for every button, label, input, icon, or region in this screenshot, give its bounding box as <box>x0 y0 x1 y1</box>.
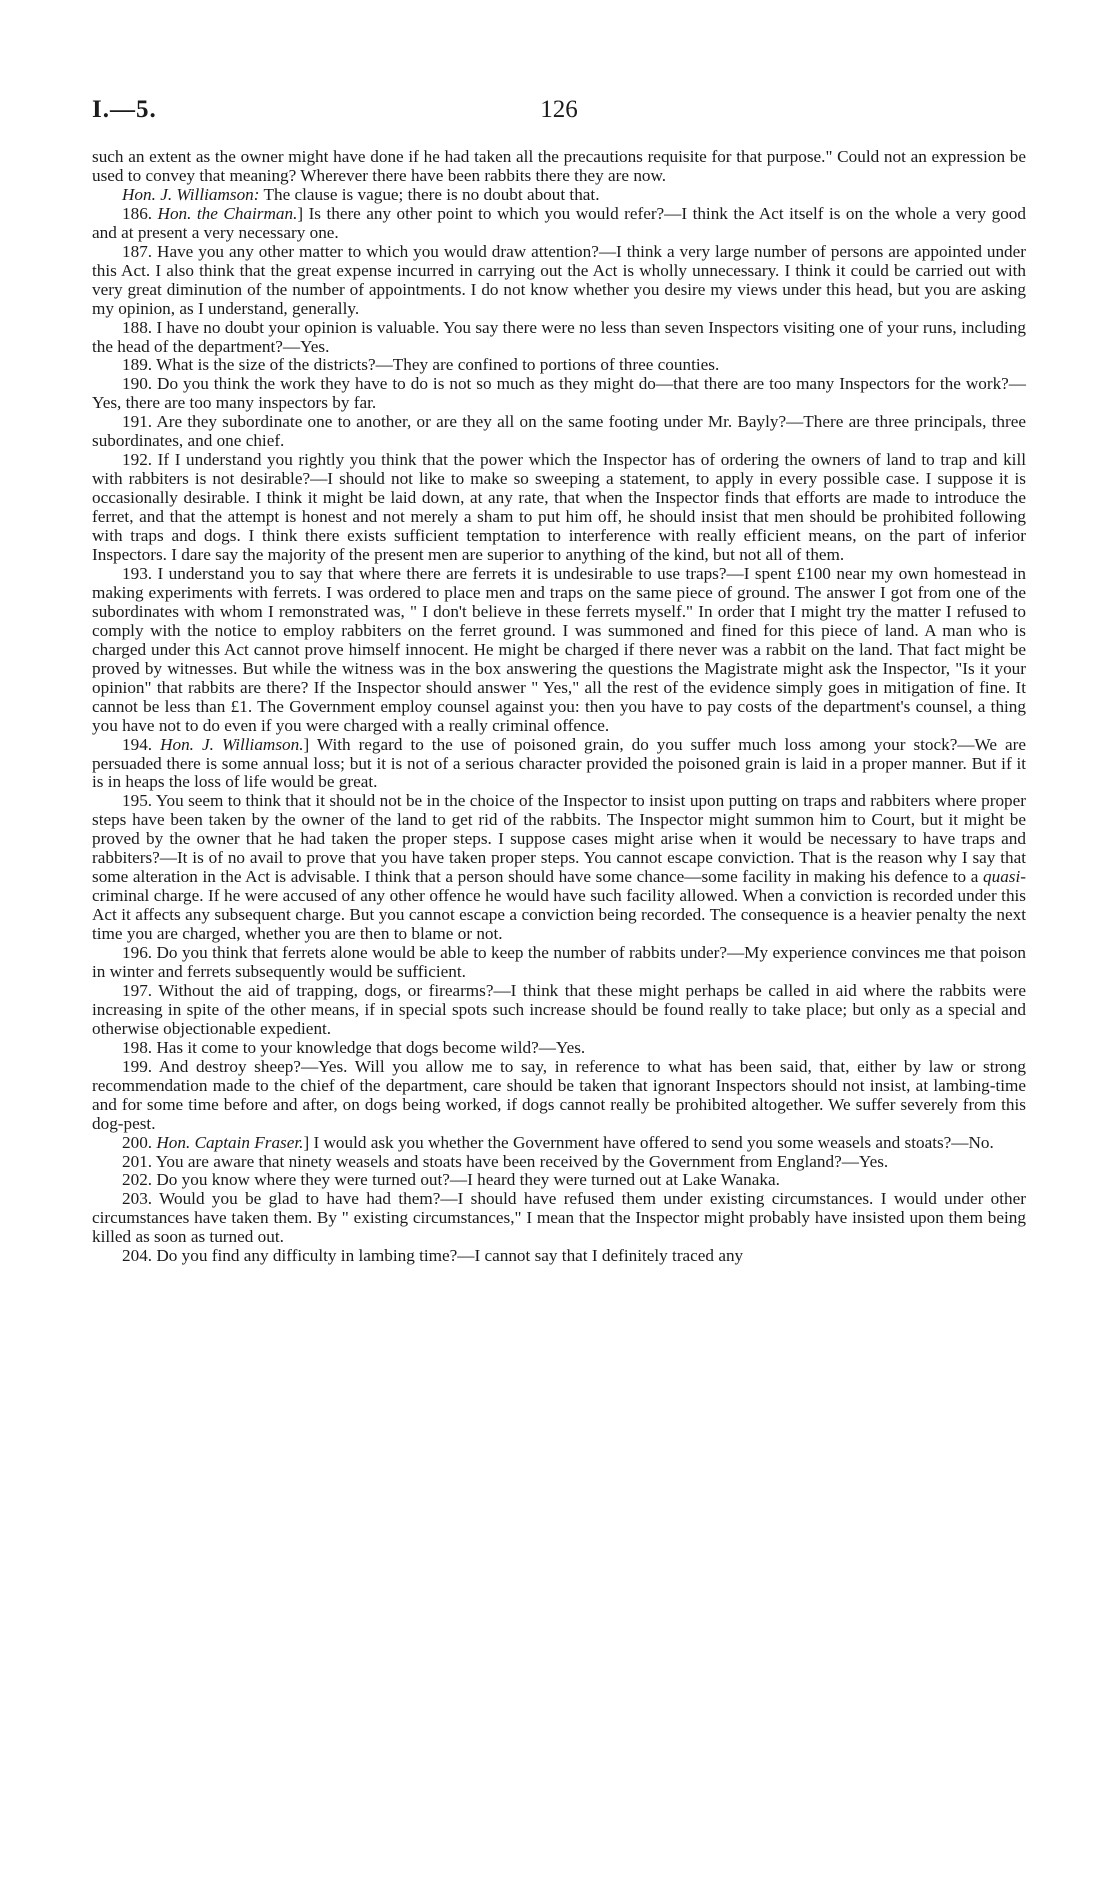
paragraph <box>92 944 1026 982</box>
text-run: 191. Are they subordinate one to another, or are they all on the same footing under Mr. Bayly?—There are three principals, three subordinates, and one chief. <box>92 412 1026 451</box>
paragraph <box>92 736 1026 793</box>
page-header <box>92 96 1026 140</box>
text-run: 187. Have you any other matter to which you would draw attention?—I think a very large number of persons are appointed under this Act. I also think that the great expense incurred in carrying out the Act is wholly unnecessary. I think it could be carried out with very great diminution of the number of appointments. I do not know whether you desire my views under this head, but you are asking my opinion, as I understand, generally. <box>92 241 1026 318</box>
document-reference: I.—5. <box>92 96 157 123</box>
paragraph <box>92 186 1026 205</box>
text-run: 189. What is the size of the districts?—They are confined to portions of three counties. <box>122 355 720 375</box>
italic-text: quasi <box>983 867 1021 887</box>
text-run: 203. Would you be glad to have had them?—I should have refused them under existing circumstances. I would under other circumstances have taken them. By " existing circumstances," I mean that the Inspector might probably have insisted upon them being killed as soon as turned out. <box>92 1189 1026 1247</box>
paragraph <box>92 1039 1026 1058</box>
paragraph <box>92 1247 1026 1266</box>
paragraph <box>92 451 1026 565</box>
text-run: 202. Do you know where they were turned out?—I heard they were turned out at Lake Wanaka. <box>122 1170 780 1190</box>
text-run: The clause is vague; there is no doubt about that. <box>259 184 600 204</box>
paragraph <box>92 565 1026 736</box>
paragraph <box>92 1058 1026 1134</box>
text-run: ] With regard to the use of poisoned grain, do you suffer much loss among your stock?—We are persuaded there is some annual loss; but it is not of a serious character provided the poisoned grain is laid in a proper manner. But if it is in heaps the loss of life would be great. <box>92 734 1026 792</box>
paragraph <box>92 1171 1026 1190</box>
text-run: 196. Do you think that ferrets alone would be able to keep the number of rabbits under?—My experience convinces me that poison in winter and ferrets subsequently would be sufficient. <box>92 943 1026 981</box>
italic-text: Hon. Captain Fraser. <box>156 1132 304 1152</box>
paragraph <box>92 319 1026 357</box>
page-number: 126 <box>540 96 578 123</box>
text-run: 199. And destroy sheep?—Yes. Will you allow me to say, in reference to what has been said, that, either by law or strong recommendation made to the chief of the department, care should be taken that ignorant Inspectors should not insist, at lambing-time and for some time before and after, on dogs being worked, if dogs cannot really be prohibited altogether. We suffer severely from this dog-pest. <box>92 1056 1026 1133</box>
paragraph <box>92 413 1026 451</box>
text-run: ] I would ask you whether the Government have offered to send you some weasels and stoats?—No. <box>303 1132 994 1152</box>
text-run: 190. Do you think the work they have to do is not so much as they might do—that there are too many Inspectors for the work?—Yes, there are too many inspectors by far. <box>92 374 1026 413</box>
text-run: 186. <box>122 203 158 223</box>
paragraph <box>92 205 1026 243</box>
paragraph <box>92 148 1026 186</box>
text-run: -criminal charge. If he were accused of any other offence he would have such facility allowed. When a conviction is recorded under this Act it affects any subsequent charge. But you cannot escape a conviction being recorded. The consequence is a heavier penalty the next time you are charged, whether you are then to blame or not. <box>92 867 1026 944</box>
text-run: 188. I have no doubt your opinion is valuable. You say there were no less than seven Inspectors visiting one of your runs, including the head of the department?—Yes. <box>92 317 1026 356</box>
paragraph <box>92 243 1026 319</box>
italic-text: Hon. J. Williamson: <box>122 184 260 204</box>
body-text <box>92 148 1026 1266</box>
text-run: 204. Do you find any difficulty in lambing time?—I cannot say that I definitely traced any <box>122 1246 744 1266</box>
text-run: 194. <box>122 734 161 754</box>
paragraph <box>92 792 1026 944</box>
text-run: ] Is there any other point to which you would refer?—I think the Act itself is on the whole a very good and at present a very necessary one. <box>92 203 1026 242</box>
paragraph <box>92 1134 1026 1153</box>
paragraph <box>92 1190 1026 1247</box>
text-run: 195. You seem to think that it should not be in the choice of the Inspector to insist upon putting on traps and rabbiters where proper steps have been taken by the owner of the land to get rid of the rabbits. The Inspector might summon him to Court, but it might be proved by the owner that he had taken the proper steps. I suppose cases might arise when it would be necessary to have traps and rabbiters?—It is of no avail to prove that you have taken proper steps. You cannot escape conviction. That is the reason why I say that some alteration in the Act is advisable. I think that a person should have some chance—some facility in making his defence to a <box>92 791 1026 887</box>
text-run: 193. I understand you to say that where there are ferrets it is undesirable to use traps?—I spent £100 near my own homestead in making experiments with ferrets. I was ordered to place men and traps on the same piece of ground. The answer I got from one of the subordinates with whom I remonstrated was, " I don't believe in these ferrets myself." In order that I might try the matter I refused to comply with the notice to employ rabbiters on the ferret ground. I was summoned and fined for this piece of land. A man who is charged under this Act cannot prove himself innocent. He might be charged if there never was a rabbit on the land. That fact might be proved by witnesses. But while the witness was in the box answering the questions the Magistrate might ask the Inspector, "Is it your opinion" that rabbits are there? If the Inspector should answer " Yes," all the rest of the evidence simply goes in mitigation of fine. It cannot be less than £1. The Government employ counsel against you: then you have to pay costs of the department's counsel, a thing you have not to do even if you were charged with a really criminal offence. <box>92 563 1026 735</box>
paragraph <box>92 375 1026 413</box>
text-run: 198. Has it come to your knowledge that dogs become wild?—Yes. <box>122 1037 586 1057</box>
paragraph <box>92 982 1026 1039</box>
paragraph <box>92 1153 1026 1172</box>
paragraph <box>92 356 1026 375</box>
text-run: 200. <box>122 1132 157 1152</box>
text-run: 197. Without the aid of trapping, dogs, or firearms?—I think that these might perhaps be called in aid where the rabbits were increasing in spite of the other means, if in special spots such increase should be found really to take place; but only as a special and otherwise objectionable expedient. <box>92 980 1026 1038</box>
text-run: 192. If I understand you rightly you think that the power which the Inspector has of ordering the owners of land to trap and kill with rabbiters is not desirable?—I should not like to make so sweeping a statement, to apply in every possible case. I suppose it is occasionally desirable. I think it might be laid down, at any rate, that when the Inspector finds that efforts are made to introduce the ferret, and that the attempt is honest and not merely a sham to put him off, he should insist that men should be prohibited following with traps and dogs. I think there exists sufficient temptation to interference with really efficient means, on the part of inferior Inspectors. I dare say the majority of the present men are superior to anything of the kind, but not all of them. <box>92 450 1026 565</box>
italic-text: Hon. J. Williamson. <box>160 734 304 754</box>
text-run: such an extent as the owner might have done if he had taken all the precautions requisite for that purpose." Could not an expression be used to convey that meaning? Wherever there have been rabbits there they are now. <box>92 147 1026 185</box>
text-run: 201. You are aware that ninety weasels and stoats have been received by the Government from England?—Yes. <box>122 1151 889 1171</box>
italic-text: Hon. the Chairman. <box>157 203 298 223</box>
